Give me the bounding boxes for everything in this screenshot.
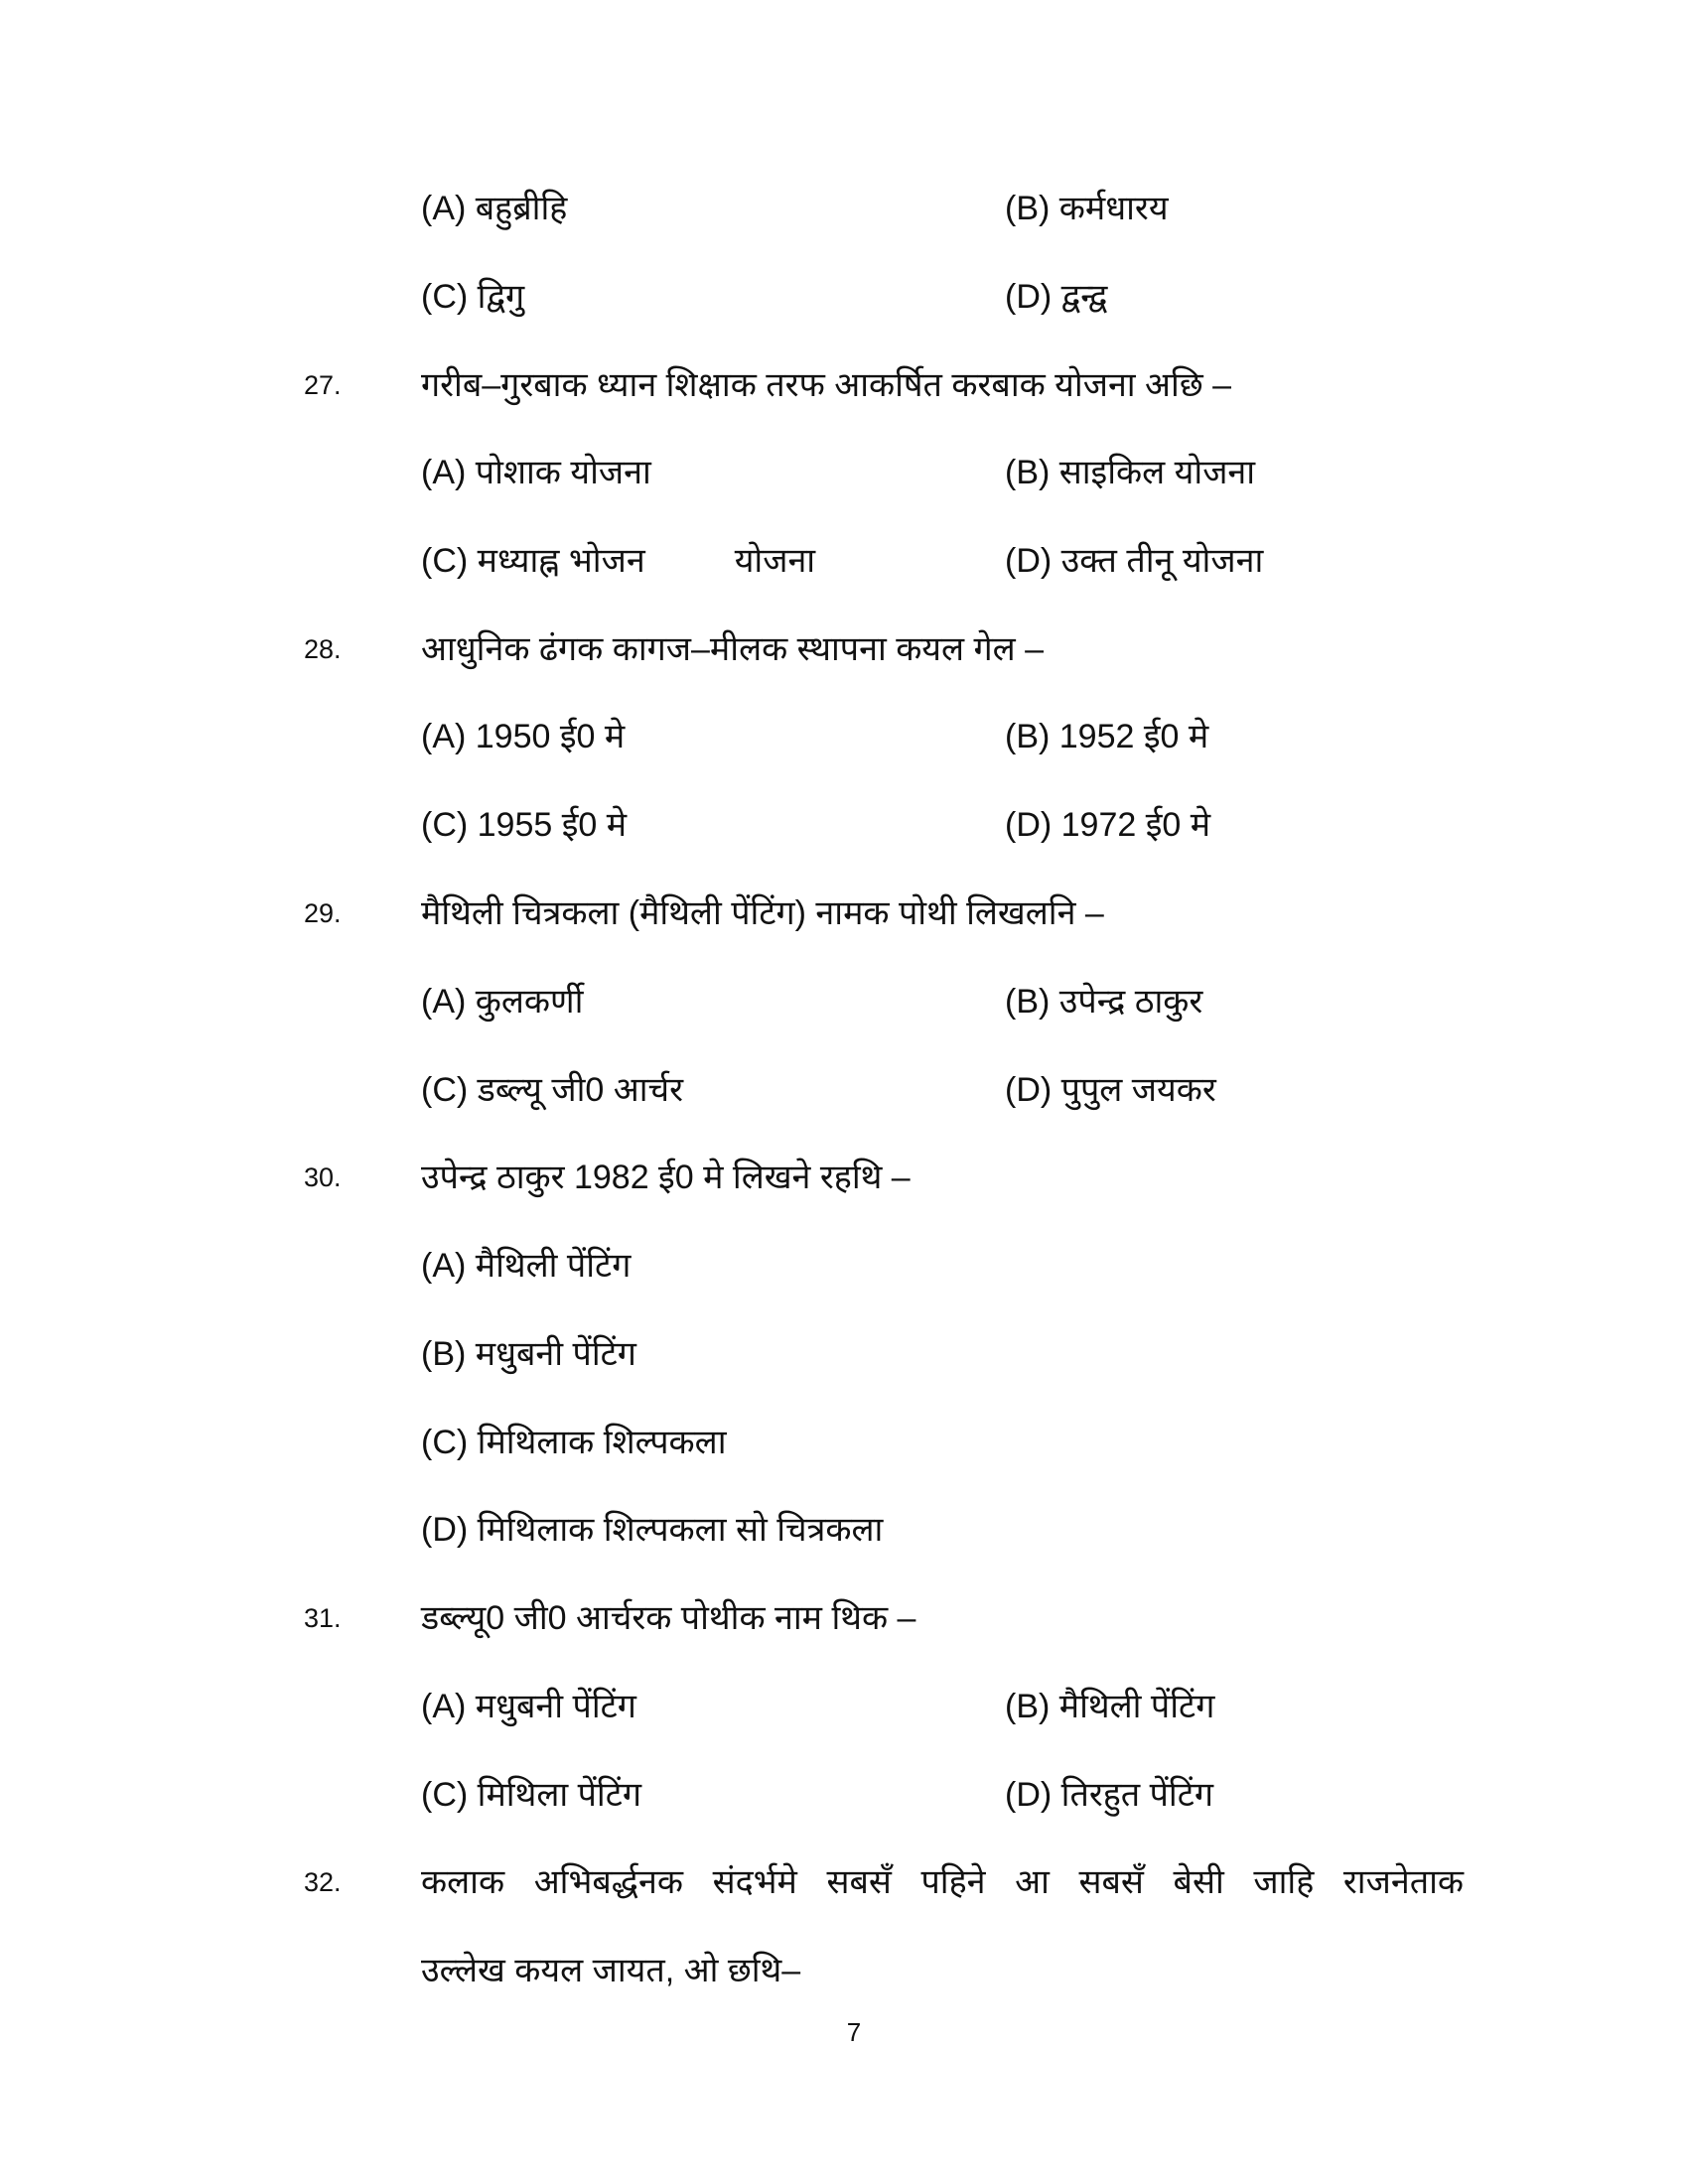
option-c: (C) मिथिलाक शिल्पकला	[421, 1424, 727, 1461]
option-a: (A) पोशाक योजना	[421, 454, 651, 491]
option-c	[421, 531, 815, 591]
option-c: (C) मिथिला पेंटिंग	[421, 1776, 642, 1814]
question-number: 30.	[304, 1162, 342, 1192]
question-number: 29.	[304, 898, 342, 928]
question-text: आधुनिक ढंगक कागज–मीलक स्थापना कयल गेल –	[421, 630, 1045, 668]
option-d: (D) पुपुल जयकर	[1005, 1071, 1216, 1109]
option-b: (B) साइकिल योजना	[1005, 454, 1256, 491]
question-text: मैथिली चित्रकला (मैथिली पेंटिंग) नामक पोथी लिखलनि –	[421, 894, 1104, 932]
question-text-line2: उल्लेख कयल जायत, ओ छथि–	[421, 1952, 801, 1989]
question-text: उपेन्द्र ठाकुर 1982 ई0 मे लिखने रहथि –	[421, 1159, 911, 1196]
option-d: (D) मिथिलाक शिल्पकला सो चित्रकला	[421, 1511, 884, 1549]
question-number: 28.	[304, 634, 342, 664]
option-b: (B) 1952 ई0 मे	[1005, 718, 1209, 755]
prev-option-d: (D) द्वन्द्व	[1005, 278, 1108, 316]
option-a: (A) कुलकर्णी	[421, 983, 584, 1021]
prev-option-c: (C) द्विगु	[421, 278, 525, 316]
option-c-part2: योजना	[734, 542, 816, 580]
option-b: (B) उपेन्द्र ठाकुर	[1005, 983, 1203, 1021]
option-c-part1: (C) मध्याह्न भोजन	[421, 542, 645, 580]
option-c: (C) डब्ल्यू जी0 आर्चर	[421, 1071, 683, 1109]
option-b: (B) मैथिली पेंटिंग	[1005, 1688, 1215, 1725]
question-text-line1: कलाक अभिबर्द्धनक संदर्भमे सबसँ पहिने आ सबसँ बेसी जाहि राजनेताक	[421, 1863, 1464, 1901]
option-a: (A) मधुबनी पेंटिंग	[421, 1688, 636, 1725]
option-b: (B) मधुबनी पेंटिंग	[421, 1335, 636, 1373]
question-number: 27.	[304, 370, 342, 400]
option-a: (A) मैथिली पेंटिंग	[421, 1247, 632, 1285]
question-text: गरीब–गुरबाक ध्यान शिक्षाक तरफ आकर्षित करबाक योजना अछि –	[421, 366, 1232, 404]
prev-option-b: (B) कर्मधारय	[1005, 190, 1169, 227]
page-number: 7	[846, 2017, 862, 2047]
question-text: डब्ल्यू0 जी0 आर्चरक पोथीक नाम थिक –	[421, 1599, 916, 1637]
question-number: 31.	[304, 1603, 342, 1633]
option-d: (D) उक्त तीनू योजना	[1005, 542, 1264, 580]
option-c: (C) 1955 ई0 मे	[421, 806, 628, 844]
option-d: (D) तिरहुत पेंटिंग	[1005, 1776, 1214, 1814]
option-a: (A) 1950 ई0 मे	[421, 718, 626, 755]
prev-option-a: (A) बहुब्रीहि	[421, 190, 568, 227]
question-number: 32.	[304, 1867, 342, 1897]
option-d: (D) 1972 ई0 मे	[1005, 806, 1211, 844]
